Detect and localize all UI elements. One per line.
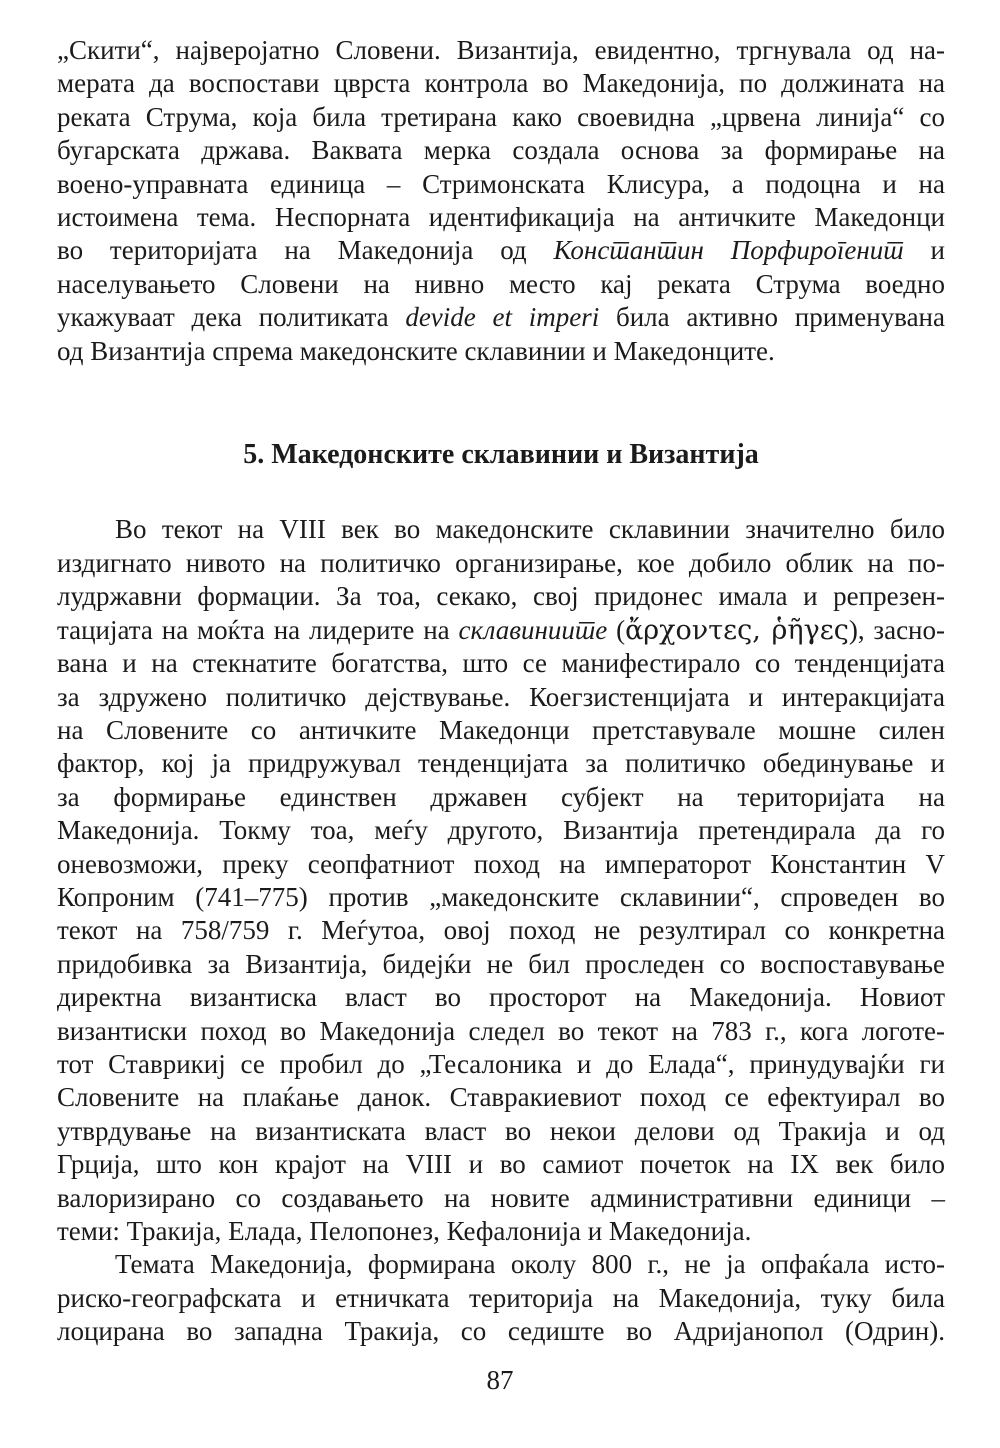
text-segment: валоризирано со создавањето на новите административни единици – xyxy=(57,1182,945,1213)
text-line xyxy=(57,168,945,201)
greek-text: ἄρχοντες, ῥῆγες xyxy=(625,614,849,646)
text-line xyxy=(57,301,945,334)
text-line xyxy=(57,747,945,780)
section-heading: 5. Македонските склавинии и Византија xyxy=(243,439,759,471)
page-number: 87 xyxy=(486,1365,514,1395)
text-segment: директна византиска власт во просторот на Македонија. Новиот xyxy=(57,982,945,1013)
text-line xyxy=(57,580,945,613)
text-line xyxy=(57,881,945,914)
text-segment: бугарската држава. Ваквата мерка создала основа за формирање на xyxy=(57,135,945,166)
text-line xyxy=(57,1148,945,1181)
text-segment: мерата да воспостави цврста контрола во Македонија, по должината на xyxy=(57,68,945,99)
text-segment: била активно применувана xyxy=(599,302,945,333)
text-line xyxy=(57,714,945,747)
text-line xyxy=(57,647,945,680)
text-segment: во територијата на Македонија од xyxy=(57,235,554,266)
text-line xyxy=(57,781,945,814)
text-segment: оневозможи, преку сеопфатниот поход на императорот Константин V xyxy=(57,848,945,879)
text-line xyxy=(57,814,945,847)
text-segment: текот на 758/759 г. Меѓутоа, овој поход не резултирал со конкретна xyxy=(57,915,945,946)
text-line xyxy=(57,848,945,881)
text-segment: ( xyxy=(607,614,626,645)
text-segment: лоцирана во западна Тракија, со седиште во Адријанопол (Одрин). xyxy=(57,1316,945,1347)
text-segment: Словените на плаќање данок. Ставракиевиот поход се ефектуирал во xyxy=(57,1082,945,1113)
text-segment: и xyxy=(903,235,945,266)
text-segment: укажуваат дека политиката xyxy=(57,302,406,333)
text-segment: Темата Македонија, формирана околу 800 г., не ја опфаќала исто- xyxy=(115,1249,945,1280)
text-segment: риско-географската и етничката територија на Македонија, туку била xyxy=(57,1282,945,1313)
text-segment: тот Ставрикиј се пробил до „Тесалоника и до Елада“, принудувајќи ги xyxy=(57,1048,945,1079)
text-segment: Копроним (741–775) против „македонските склавинии“, спроведен во xyxy=(57,881,945,912)
text-segment: реката Струма, која била третирана како своевидна „црвена линија“ со xyxy=(57,101,945,132)
text-line xyxy=(57,1115,945,1148)
text-line xyxy=(57,201,945,234)
text-line xyxy=(57,547,945,580)
text-line xyxy=(57,268,945,301)
text-segment: издигнато нивото на политичко организирање, кое добило облик на по- xyxy=(57,547,945,578)
text-line xyxy=(57,1282,945,1315)
text-segment: теми: Тракија, Елада, Пелопонез, Кефалонија и Македонија. xyxy=(57,1216,752,1246)
text-segment: „Скити“, најверојатно Словени. Византија, евидентно, тргнувала од на- xyxy=(57,35,945,65)
text-line xyxy=(57,981,945,1014)
italic-text: devide et imperi xyxy=(405,302,600,333)
paragraph-3 xyxy=(57,1248,945,1348)
paragraph-2 xyxy=(57,513,945,1248)
text-line xyxy=(57,1215,945,1248)
text-segment: лудржавни формации. За тоа, секако, свој придонес имала и репрезен- xyxy=(57,581,945,612)
text-segment: воено-управната единица – Стримонската Клисура, а подоцна и на xyxy=(57,168,945,199)
text-block xyxy=(57,34,945,1349)
text-line xyxy=(57,1015,945,1048)
text-segment: тацијата на моќта на лидерите на xyxy=(57,614,459,645)
text-segment: за формирање единствен државен субјект на територијата на xyxy=(57,781,945,812)
text-line xyxy=(57,335,945,368)
text-line xyxy=(57,681,945,714)
text-line xyxy=(57,914,945,947)
paragraph-1 xyxy=(57,34,945,368)
italic-text: склавиниите xyxy=(458,614,608,645)
text-line xyxy=(57,1081,945,1114)
text-segment: Грција, што кон крајот на VIII и во самиот почеток на IX век било xyxy=(57,1149,945,1180)
text-line xyxy=(57,1048,945,1081)
text-line xyxy=(57,513,945,546)
text-segment: истоимена тема. Неспорната идентификација на античките Македонци xyxy=(57,202,945,233)
text-segment: од Византија спрема македонските склавинии и Македонците. xyxy=(57,335,775,366)
text-line xyxy=(57,614,945,647)
text-line xyxy=(57,34,945,67)
text-line xyxy=(57,1315,945,1348)
text-segment: Македонија. Токму тоа, меѓу другото, Византија претендирала да го xyxy=(57,815,945,846)
text-segment: византиски поход во Македонија следел во текот на 783 г., кога логоте- xyxy=(57,1015,945,1046)
text-segment: на Словените со античките Македонци претставувале мошне силен xyxy=(57,714,945,745)
text-segment: за здружено политичко дејствување. Коегзистенцијата и интеракцијата xyxy=(57,681,945,712)
text-segment: Во текот на VIII век во македонските склавинии значително било xyxy=(115,514,945,545)
text-line xyxy=(57,948,945,981)
text-line xyxy=(57,1248,945,1281)
italic-text: Константин Порфирогенит xyxy=(553,235,904,266)
text-segment: вана и на стекнатите богатства, што се манифестирало со тенденцијата xyxy=(57,648,945,679)
text-segment: утврдување на византиската власт во некои делови од Тракија и од xyxy=(57,1115,945,1146)
text-line xyxy=(57,134,945,167)
text-line xyxy=(57,101,945,134)
text-segment: придобивка за Византија, бидејќи не бил проследен со воспоставување xyxy=(57,948,945,979)
text-line xyxy=(57,234,945,267)
text-line xyxy=(57,1182,945,1215)
text-segment: фактор, кој ја придружувал тенденцијата за политичко обединување и xyxy=(57,748,945,779)
text-segment: ), засно- xyxy=(848,614,945,645)
text-segment: населувањето Словени на нивно место кај реката Струма воедно xyxy=(57,268,945,299)
text-line xyxy=(57,67,945,100)
